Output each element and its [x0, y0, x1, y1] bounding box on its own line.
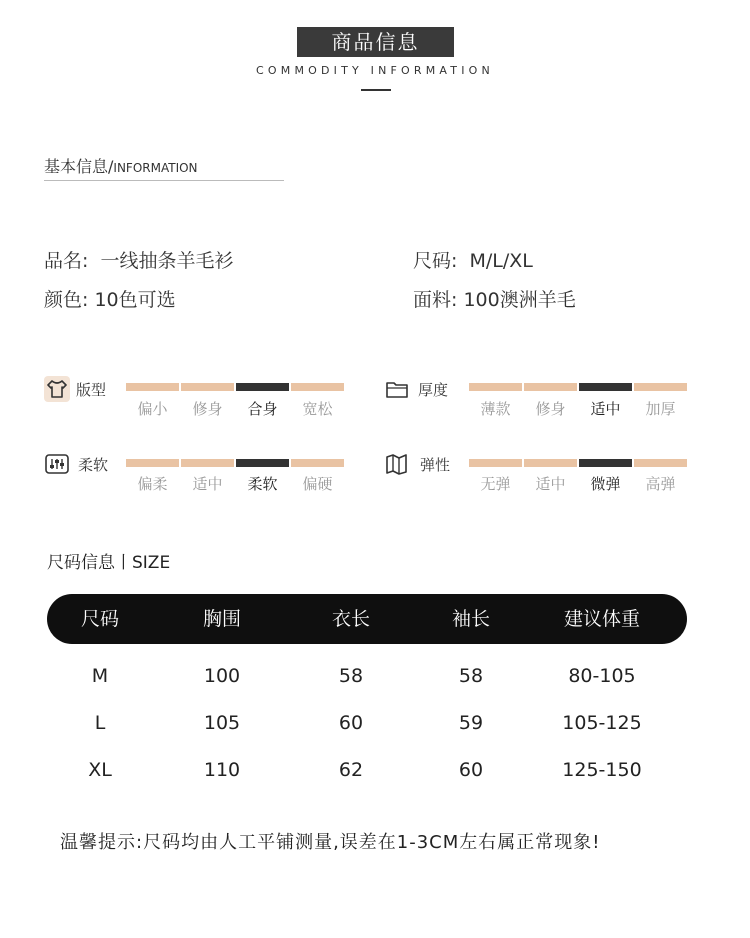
section-subtitle: COMMODITY INFORMATION: [256, 64, 494, 77]
attr-bar-fit-3: [236, 383, 289, 391]
attr-bar-thickness-4: [634, 383, 687, 391]
attr-bar-elasticity-4: [634, 459, 687, 467]
col-header-sleeve: 袖长: [451, 608, 490, 630]
table-cell: 125-150: [562, 759, 642, 781]
table-cell: 105-125: [562, 712, 642, 734]
attr-bar-softness-1: [126, 459, 179, 467]
attr-option: 偏硬: [302, 475, 333, 493]
attr-option-selected: 合身: [247, 400, 278, 418]
col-header-size: 尺码: [80, 608, 119, 630]
size-heading: 尺码信息丨SIZE: [47, 553, 171, 573]
product-color-label: 颜色:: [44, 289, 89, 311]
attr-bar-fit-4: [291, 383, 344, 391]
table-cell: 80-105: [568, 665, 636, 687]
table-cell: 60: [338, 712, 364, 734]
attr-bar-elasticity-3: [579, 459, 632, 467]
attr-label-elasticity: 弹性: [420, 456, 451, 474]
product-size-label: 尺码:: [413, 250, 458, 272]
table-cell: 59: [458, 712, 484, 734]
tshirt-icon: [44, 376, 70, 402]
col-header-bust: 胸围: [202, 608, 241, 630]
map-fold-icon: [384, 451, 410, 477]
product-size-value: M/L/XL: [469, 250, 533, 272]
folder-icon: [384, 376, 410, 402]
attr-bar-elasticity-1: [469, 459, 522, 467]
attr-bar-thickness-2: [524, 383, 577, 391]
title-divider: [361, 89, 391, 91]
table-cell: 60: [458, 759, 484, 781]
table-cell: L: [94, 712, 106, 734]
table-cell: 110: [203, 759, 241, 781]
attr-bar-fit-2: [181, 383, 234, 391]
attr-bar-softness-4: [291, 459, 344, 467]
attr-label-thickness: 厚度: [418, 381, 449, 399]
table-cell: 100: [203, 665, 241, 687]
table-cell: 58: [458, 665, 484, 687]
attr-option: 宽松: [302, 400, 333, 418]
product-fabric-value: 100澳洲羊毛: [463, 289, 576, 311]
product-name: [44, 246, 234, 273]
attr-option-selected: 适中: [590, 400, 621, 418]
attr-option: 偏柔: [137, 475, 168, 493]
basic-info-heading: [44, 154, 198, 177]
attr-bar-thickness-1: [469, 383, 522, 391]
product-name-value: 一线抽条羊毛衫: [100, 250, 234, 272]
table-cell: XL: [88, 759, 112, 781]
attr-bar-fit-1: [126, 383, 179, 391]
attr-option: 偏小: [137, 400, 168, 418]
attr-bar-elasticity-2: [524, 459, 577, 467]
attr-option: 适中: [192, 475, 223, 493]
attr-bar-softness-2: [181, 459, 234, 467]
attr-bar-thickness-3: [579, 383, 632, 391]
attr-label-softness: 柔软: [78, 456, 109, 474]
attr-option: 修身: [535, 400, 566, 418]
col-header-weight: 建议体重: [563, 608, 640, 630]
product-fabric: [413, 285, 576, 312]
product-size: [413, 246, 533, 273]
product-name-label: 品名:: [44, 250, 89, 272]
attr-option: 无弹: [480, 475, 511, 493]
attr-option: 加厚: [645, 400, 676, 418]
product-color: [44, 285, 176, 312]
basic-info-heading-en: INFORMATION: [113, 161, 198, 175]
attr-bar-softness-3: [236, 459, 289, 467]
table-cell: 62: [338, 759, 364, 781]
table-cell: M: [91, 665, 109, 687]
attr-option: 修身: [192, 400, 223, 418]
attr-option-selected: 微弹: [590, 475, 621, 493]
measurement-tip: 温馨提示:尺码均由人工平铺测量,误差在1-3CM左右属正常现象!: [60, 832, 601, 853]
table-cell: 58: [338, 665, 364, 687]
attr-option: 高弹: [645, 475, 676, 493]
col-header-length: 衣长: [331, 608, 370, 630]
basic-info-divider: [44, 180, 284, 181]
attr-option-selected: 柔软: [247, 475, 278, 493]
product-fabric-label: 面料:: [413, 289, 458, 311]
attr-option: 薄款: [480, 400, 511, 418]
sliders-icon: [44, 451, 70, 477]
section-title: 商品信息: [297, 27, 454, 57]
attr-option: 适中: [535, 475, 566, 493]
table-cell: 105: [203, 712, 241, 734]
product-color-value: 10色可选: [94, 289, 176, 311]
attr-label-fit: 版型: [76, 381, 107, 399]
basic-info-heading-cn: 基本信息/: [44, 157, 114, 176]
